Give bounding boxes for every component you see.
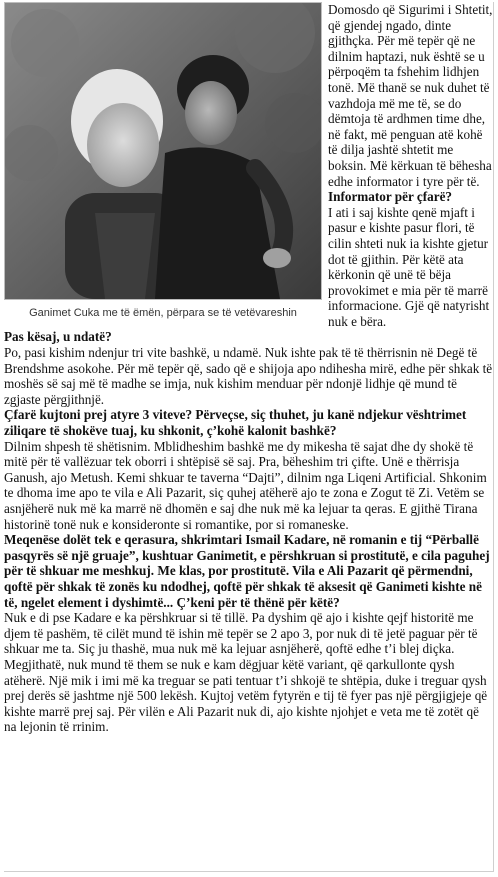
answer-paragraph: I ati i saj kishte qenë mjaft i pasur e kishte pasur flori, të cilin shteti nuk ia kishte gjetur dot të gjithin. Për këtë ata kërkonin që unë të bëja provokimet e mia për të marrë informacione. Gjë që natyrisht nuk e bëra. [328,204,490,329]
photo-figure [4,2,322,325]
photo-caption: Ganimet Cuka me të ëmën, përpara se të vetëvareshin [29,307,297,319]
answer-paragraph: Nuk e di pse Kadare e ka përshkruar si të tillë. Pa dyshim që ajo i kishte qejf historitë me djem të pashëm, të cilët mund të ishin më tepër se 2 apo 3, por nuk di të jetë paguar për të shkuar me ta. Siç ju thashë, mua nuk më ka lejuar asnjëherë, qoftë edhe t’i blej diçka. Megjithatë, nuk mund të them se nuk e kam dëgjuar këtë variant, që qarkullonte qysh atëherë. Një mik i imi më ka treguar se pati tentuar t’i shkojë te shtëpia, duke i treguar qysh prej derës së jashtme një 500 lekësh. Kujtoj vetëm fytyrën e tij të fyer pas një përgjigjeje që kishte marrë prej saj. Për vilën e Ali Pazarit nuk di, ajo kishte njohjet e veta me të zotët që na lejonin të rrinim. [4,610,488,735]
answer-paragraph: Dilnim shpesh të shëtisnim. Mblidheshim bashkë me dy mikesha të sajat dhe dy shokë të mitë për të vallëzuar tek oborri i shtëpisë së saj. Pra, bëheshim tri çifte. Unë e thërrisja Ganush, ajo Metush. Kemi shkuar te taverna “Dajti”, dilnim nga Liqeni Artificial. Shkonim te dhoma ime apo te vila e Ali Pazarit, siç quhej atëherë ajo te zona e Zogut të Zi. Vetëm se asnjëherë nuk më ka marrë në dhomën e saj dhe nuk më ka lejuar ta qeras. E gjithë Tirana historinë tonë nuk e konsideronte si romantike, por si romaneske. [4,438,487,532]
photo-image [5,3,321,299]
answer-paragraph: Po, pasi kishim ndenjur tri vite bashkë, u ndamë. Nuk ishte pak të të thërrisnin në Degë të Brendshme asokohe. Për më tepër që, sado që e shijoja apo ndihesha mirë, edhe për shkak të moshës së saj më të madhe se imja, nuk kishim menduar për ndonjë lidhje që mund të zgjaste përgjithnjë. [4,345,493,407]
answer-paragraph: Domosdo që Sigurimi i Shtetit, që gjendej ngado, dinte gjithçka. Për më tepër që ne dilnim haptazi, nuk është se u përpoqëm ta fshehim lidhjen tonë. Më thanë se nuk duhet të vazhdoja më me të, se do dëmtoja të ardhmen time dhe, në fakt, më penguan atë kohë të dilja jashtë shtetit me boksin. Më kërkuan të bëhesha edhe informator i tyre për të. [328,2,493,189]
question-paragraph: Meqenëse dolët tek e qerasura, shkrimtari Ismail Kadare, në romanin e tij “Përballë pasqyrës së një gruaje”, kushtuar Ganimetit, e përshkruan si prostitutë, e cila paguhej për të shkuar me meshkuj. Me klas, por prostitutë. Vila e Ali Pazarit që përmendni, qoftë për shkak të zonës ku ndodhej, qoftë për shkak të aksesit që Ganimeti kishte në të, ngelet element i dyshimtë... Ç’keni për të thënë për këtë? [4,532,490,610]
article-page [4,2,494,872]
question-paragraph: Çfarë kujtoni prej atyre 3 viteve? Përveçse, siç thuhet, ju kanë ndjekur vështrimet ziliqare të shokëve tuaj, ku shkonit, ç’kohë kalonit bashkë? [4,407,467,439]
question-paragraph: Informator për çfarë? [328,189,453,205]
question-paragraph: Pas kësaj, u ndatë? [4,329,112,345]
photo [4,2,322,300]
